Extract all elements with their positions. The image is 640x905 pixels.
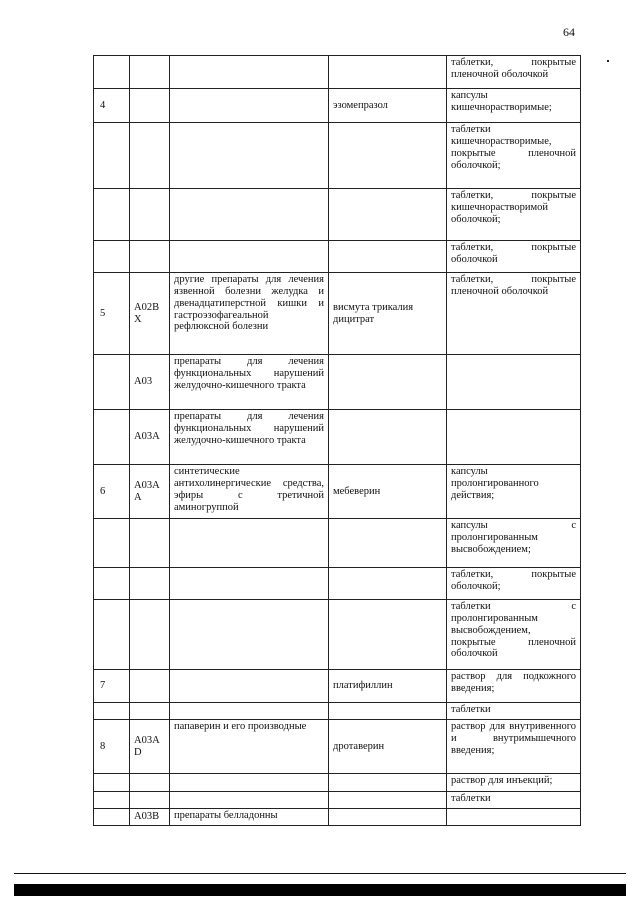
drug-name [329, 792, 447, 809]
pharmacological-group [170, 792, 329, 809]
dosage-form: раствор для инъекций; [447, 774, 581, 792]
drug-name [329, 568, 447, 600]
drug-name [329, 809, 447, 826]
atc-code: A03A D [130, 720, 170, 774]
drug-name [329, 355, 447, 410]
drug-name [329, 56, 447, 89]
pharmacological-group [170, 519, 329, 568]
pharmacological-group: препараты белладонны [170, 809, 329, 826]
drug-name [329, 123, 447, 189]
table-row [94, 670, 581, 703]
drug-name: мебеверин [329, 465, 447, 519]
atc-code: A03B [130, 809, 170, 826]
row-number: 6 [94, 465, 130, 519]
pharmacological-group: препараты для лечения функциональных нарушений желудочно-кишечного тракта [170, 410, 329, 465]
dosage-form: таблетки, покрытые оболочкой [447, 241, 581, 273]
drug-name [329, 241, 447, 273]
table-row [94, 355, 581, 410]
drug-name [329, 189, 447, 241]
drug-name [329, 519, 447, 568]
table-row [94, 89, 581, 123]
drug-name [329, 410, 447, 465]
atc-code [130, 703, 170, 720]
atc-code [130, 89, 170, 123]
dosage-form: таблетки [447, 703, 581, 720]
atc-code [130, 189, 170, 241]
dosage-form: капсулы кишечнорастворимые; [447, 89, 581, 123]
pharmacological-group [170, 123, 329, 189]
table-row [94, 568, 581, 600]
table-row [94, 600, 581, 670]
atc-code [130, 519, 170, 568]
drug-name: платифиллин [329, 670, 447, 703]
drug-list-table [93, 55, 581, 826]
atc-code [130, 600, 170, 670]
table-row [94, 273, 581, 355]
drug-name [329, 703, 447, 720]
pharmacological-group: другие препараты для лечения язвенной болезни желудка и двенадцатиперстной кишки и гастроэзофагеальной рефлюксной болезни [170, 273, 329, 355]
atc-code: A03A [130, 410, 170, 465]
atc-code [130, 123, 170, 189]
dosage-form: таблетки кишечнорастворимые, покрытые пленочной оболочкой; [447, 123, 581, 189]
dosage-form: раствор для внутривенного и внутримышечного введения; [447, 720, 581, 774]
pharmacological-group [170, 241, 329, 273]
dosage-form [447, 355, 581, 410]
footer-thick-rule [14, 884, 626, 896]
stray-mark [607, 60, 609, 62]
drug-name [329, 600, 447, 670]
atc-code [130, 670, 170, 703]
dosage-form: капсулы пролонгированного действия; [447, 465, 581, 519]
pharmacological-group [170, 600, 329, 670]
dosage-form [447, 410, 581, 465]
row-number [94, 410, 130, 465]
table-row [94, 123, 581, 189]
table-row [94, 519, 581, 568]
row-number [94, 123, 130, 189]
row-number [94, 241, 130, 273]
row-number [94, 519, 130, 568]
atc-code [130, 56, 170, 89]
pharmacological-group [170, 568, 329, 600]
pharmacological-group [170, 89, 329, 123]
row-number: 4 [94, 89, 130, 123]
row-number: 8 [94, 720, 130, 774]
table-row [94, 465, 581, 519]
row-number [94, 189, 130, 241]
dosage-form: таблетки, покрытые пленочной оболочкой [447, 56, 581, 89]
pharmacological-group [170, 56, 329, 89]
table-row [94, 809, 581, 826]
dosage-form: раствор для подкожного введения; [447, 670, 581, 703]
pharmacological-group [170, 703, 329, 720]
drug-name [329, 774, 447, 792]
drug-name: висмута трикалия дицитрат [329, 273, 447, 355]
pharmacological-group: препараты для лечения функциональных нарушений желудочно-кишечного тракта [170, 355, 329, 410]
dosage-form: таблетки, покрытые оболочкой; [447, 568, 581, 600]
pharmacological-group [170, 774, 329, 792]
footer-thin-rule [14, 873, 626, 874]
table-row [94, 56, 581, 89]
atc-code [130, 792, 170, 809]
atc-code [130, 774, 170, 792]
row-number: 5 [94, 273, 130, 355]
dosage-form: таблетки [447, 792, 581, 809]
dosage-form: таблетки, покрытые пленочной оболочкой [447, 273, 581, 355]
atc-code [130, 568, 170, 600]
dosage-form: капсулы с пролонгированным высвобождением; [447, 519, 581, 568]
dosage-form [447, 809, 581, 826]
atc-code: A02B X [130, 273, 170, 355]
pharmacological-group [170, 670, 329, 703]
row-number [94, 56, 130, 89]
drug-name: эзомепразол [329, 89, 447, 123]
table-row [94, 410, 581, 465]
table-row [94, 792, 581, 809]
row-number [94, 568, 130, 600]
page-number: 64 [563, 25, 575, 39]
row-number [94, 809, 130, 826]
atc-code: A03A A [130, 465, 170, 519]
pharmacological-group: папаверин и его производные [170, 720, 329, 774]
table-row [94, 189, 581, 241]
pharmacological-group: синтетические антихолинергические средства, эфиры с третичной аминогруппой [170, 465, 329, 519]
row-number [94, 792, 130, 809]
drug-name: дротаверин [329, 720, 447, 774]
row-number [94, 355, 130, 410]
pharmacological-group [170, 189, 329, 241]
dosage-form: таблетки с пролонгированным высвобождением, покрытые пленочной оболочкой [447, 600, 581, 670]
row-number: 7 [94, 670, 130, 703]
row-number [94, 774, 130, 792]
table-row [94, 241, 581, 273]
table-row [94, 703, 581, 720]
table-row [94, 774, 581, 792]
dosage-form: таблетки, покрытые кишечнорастворимой оболочкой; [447, 189, 581, 241]
atc-code [130, 241, 170, 273]
atc-code: A03 [130, 355, 170, 410]
row-number [94, 600, 130, 670]
table-row [94, 720, 581, 774]
row-number [94, 703, 130, 720]
